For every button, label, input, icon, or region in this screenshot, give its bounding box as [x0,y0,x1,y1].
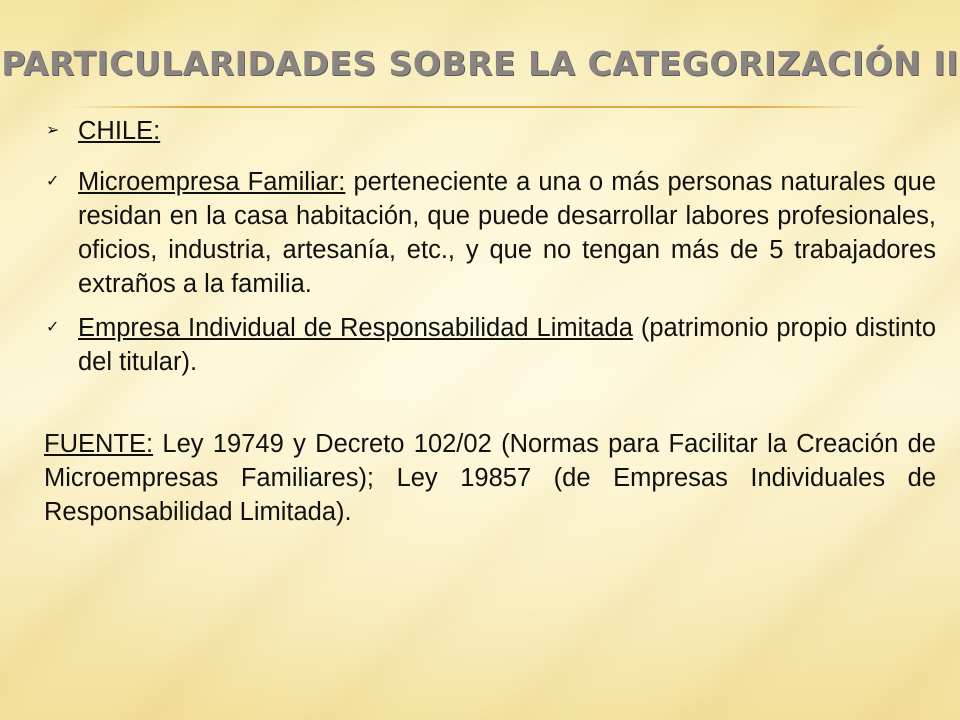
bullet-text-empresa-individual: (patrimonio propio distinto del titular). [78,314,937,376]
title-divider [70,106,870,108]
bullet-empresa-individual [44,311,936,379]
checkmark-bullet-icon: ✓ [46,173,60,190]
slide-title: PARTICULARIDADES SOBRE LA CATEGORIZACIÓN II [1,44,959,83]
bullet-text-microempresa: perteneciente a una o más personas naturales que residan en la casa habitación, que puede desarrollar labores profesionales, oficios, industria, artesanía, etc., y que no tengan más de 5 trabajadores extraños a la familia. [78,168,937,298]
bullet-microempresa-familiar [44,165,936,301]
bullet-heading-empresa-individual: Empresa Individual de Responsabilidad Limitada [78,314,633,342]
source-paragraph [44,427,936,529]
bullet-heading-chile: CHILE: [78,117,161,145]
arrow-bullet-icon: ➢ [46,122,60,139]
checkmark-bullet-icon: ✓ [46,319,60,336]
slide-content [44,114,936,555]
bullet-heading-microempresa: Microempresa Familiar: [78,168,346,196]
bullet-chile [44,114,936,148]
source-label: FUENTE: [44,430,154,458]
source-text: Ley 19749 y Decreto 102/02 (Normas para Facilitar la Creación de Microempresas Familiares); Ley 19857 (de Empresas Individuales de Responsabilidad Limitada). [44,430,936,526]
